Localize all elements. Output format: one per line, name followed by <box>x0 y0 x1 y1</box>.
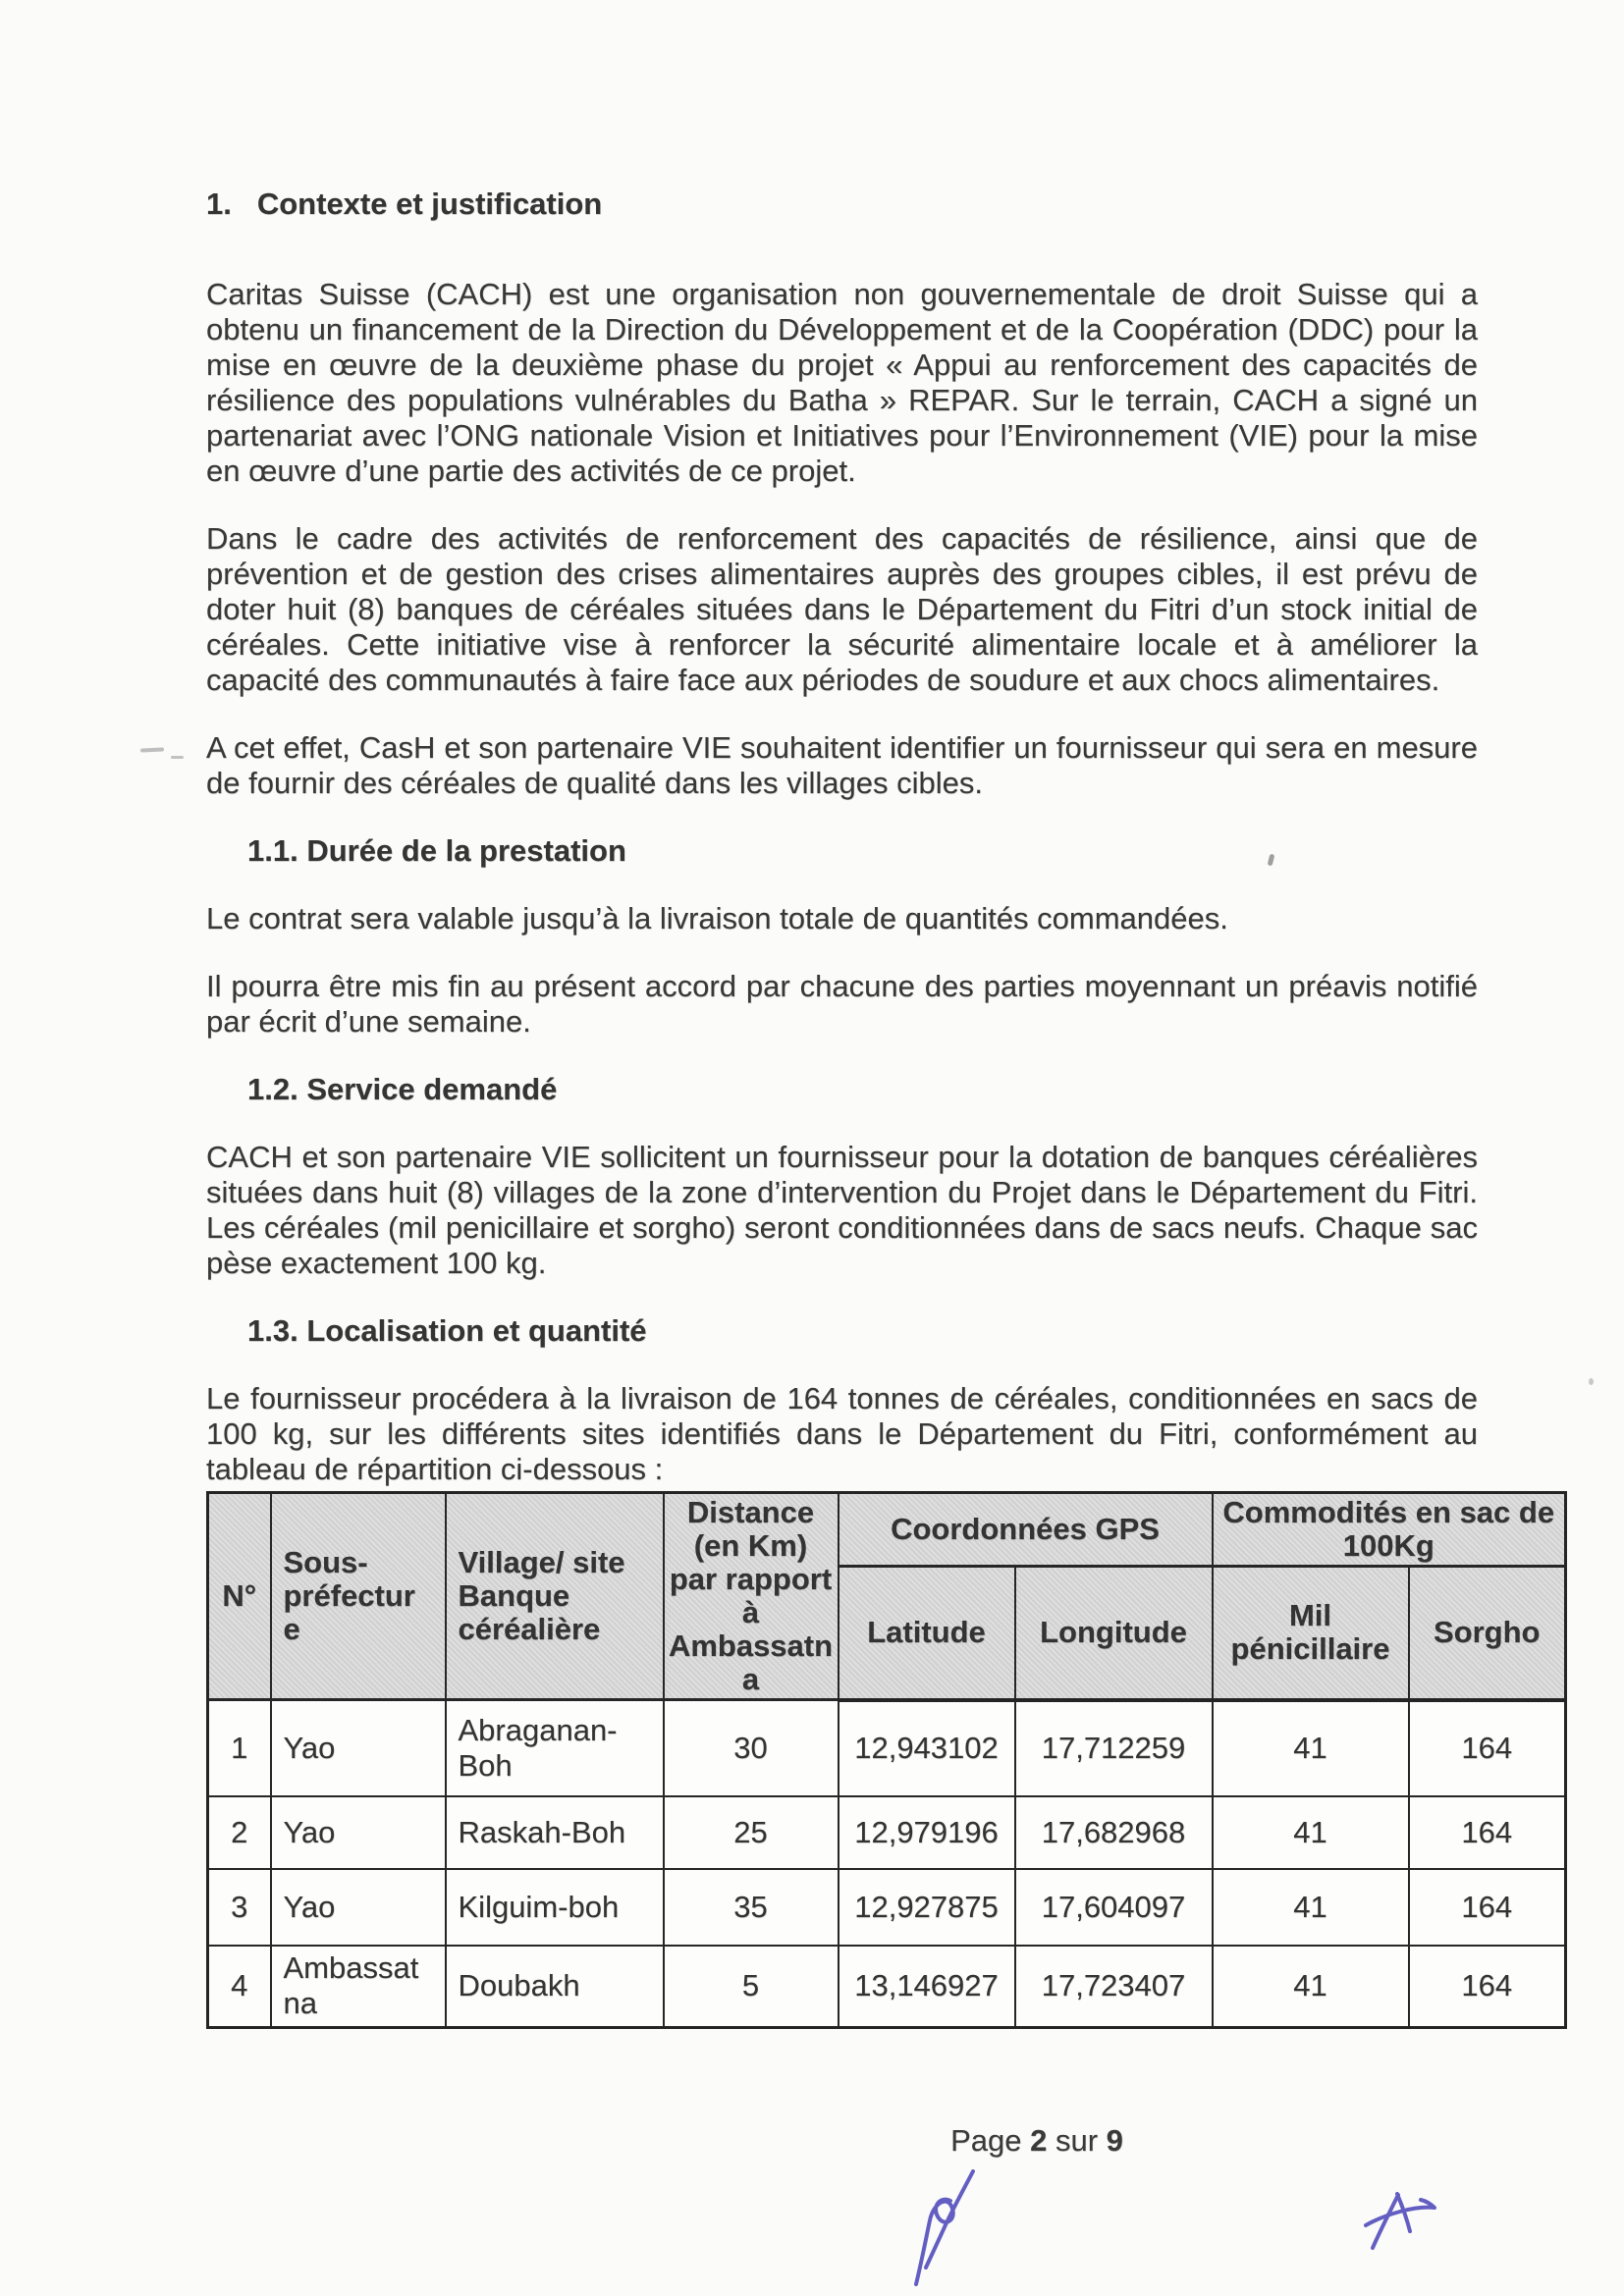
cell-distance: 25 <box>664 1796 839 1869</box>
signature-initials-left <box>916 2171 973 2284</box>
cell-village: Kilguim-boh <box>446 1869 664 1946</box>
cell-distance: 5 <box>664 1946 839 2028</box>
cell-longitude: 17,712259 <box>1015 1700 1213 1796</box>
table-header-row-top <box>208 1493 1566 1567</box>
paragraph-livraison-164-tonnes: Le fournisseur procédera à la livraison de 164 tonnes de céréales, conditionnées en sacs de 100 kg, sur les différents sites identifiés dans le Département du Fitri, conformément au tableau de répartition ci-dessous : <box>206 1381 1478 1486</box>
paragraph-caritas-intro: Caritas Suisse (CACH) est une organisation non gouvernementale de droit Suisse qui a obtenu un financement de la Direction du Développement et de la Coopération (DDC) pour la mise en œuvre de la deuxième phase du projet « Appui au renforcement des capacités de résilience des populations vulnérables du Batha » REPAR. Sur le terrain, CACH a signé un partenariat avec l’ONG nationale Vision et Initiatives pour l’Environnement (VIE) pour la mise en œuvre d’une partie des activités de ce projet. <box>206 277 1478 488</box>
subsection-heading-service-demande: 1.2. Service demandé <box>247 1072 558 1106</box>
col-header-sous-prefecture: Sous-préfecture <box>271 1493 446 1700</box>
scan-artifact-dot <box>1589 1378 1594 1385</box>
cell-latitude: 12,927875 <box>839 1869 1015 1946</box>
section-title: Contexte et justification <box>256 187 603 221</box>
col-header-numero: N° <box>208 1493 271 1700</box>
paragraph-contrat-valable: Le contrat sera valable jusqu’à la livraison totale de quantités commandées. <box>206 901 1228 935</box>
table-row-kilguim-boh <box>208 1869 1566 1946</box>
cell-sous-prefecture: Yao <box>271 1700 446 1796</box>
col-header-mil-penicillaire: Mil pénicillaire <box>1213 1567 1409 1700</box>
col-header-sorgho: Sorgho <box>1409 1567 1566 1700</box>
col-header-distance: Distance (en Km) par rapport à Ambassatna <box>664 1493 839 1700</box>
section-number: 1. <box>206 187 232 221</box>
cell-village: Doubakh <box>446 1946 664 2028</box>
paragraph-preavis: Il pourra être mis fin au présent accord par chacune des parties moyennant un préavis notifié par écrit d’une semaine. <box>206 969 1478 1039</box>
footer-separator: sur <box>1055 2123 1099 2158</box>
cell-longitude: 17,723407 <box>1015 1946 1213 2028</box>
cell-longitude: 17,604097 <box>1015 1869 1213 1946</box>
repartition-table <box>206 1491 1567 2029</box>
footer-page-label: Page <box>950 2123 1022 2158</box>
footer-page-number: 2 <box>1030 2123 1048 2158</box>
scan-artifact-dash-small <box>171 756 184 759</box>
cell-mil: 41 <box>1213 1796 1409 1869</box>
section-heading-contexte <box>206 187 1478 222</box>
col-header-longitude: Longitude <box>1015 1567 1213 1700</box>
cell-num: 3 <box>208 1869 271 1946</box>
cell-num: 2 <box>208 1796 271 1869</box>
cell-latitude: 13,146927 <box>839 1946 1015 2028</box>
cell-sous-prefecture: Ambassatna <box>271 1946 446 2028</box>
cell-latitude: 12,979196 <box>839 1796 1015 1869</box>
paragraph-service-demande: CACH et son partenaire VIE sollicitent un fournisseur pour la dotation de banques céréalières situées dans huit (8) villages de la zone d’intervention du Projet dans le Département du Fitri. Les céréales (mil penicillaire et sorgho) seront conditionnées dans de sacs neufs. Chaque sac pèse exactement 100 kg. <box>206 1140 1478 1280</box>
table-row-raskah-boh <box>208 1796 1566 1869</box>
table-row-abraganan-boh <box>208 1700 1566 1796</box>
cell-sous-prefecture: Yao <box>271 1869 446 1946</box>
cell-sorgho: 164 <box>1409 1796 1566 1869</box>
footer-total-pages: 9 <box>1106 2123 1123 2158</box>
paragraph-cadre-activites: Dans le cadre des activités de renforcement des capacités de résilience, ainsi que de prévention et de gestion des crises alimentaires auprès des groupes cibles, il est prévu de doter huit (8) banques de céréales situées dans le Département du Fitri d’un stock initial de céréales. Cette initiative vise à renforcer la sécurité alimentaire locale et à améliorer la capacité des communautés à faire face aux périodes de soudure et aux chocs alimentaires. <box>206 521 1478 697</box>
table-row-doubakh <box>208 1946 1566 2028</box>
cell-village: Raskah-Boh <box>446 1796 664 1869</box>
cell-sous-prefecture: Yao <box>271 1796 446 1869</box>
cell-mil: 41 <box>1213 1869 1409 1946</box>
col-header-village-site: Village/ site Banque céréalière <box>446 1493 664 1700</box>
cell-longitude: 17,682968 <box>1015 1796 1213 1869</box>
cell-mil: 41 <box>1213 1700 1409 1796</box>
subsection-heading-duree-prestation: 1.1. Durée de la prestation <box>247 833 626 868</box>
cell-num: 1 <box>208 1700 271 1796</box>
cell-village: Abraganan-Boh <box>446 1700 664 1796</box>
col-header-commodites: Commodités en sac de 100Kg <box>1213 1493 1566 1567</box>
cell-num: 4 <box>208 1946 271 2028</box>
cell-latitude: 12,943102 <box>839 1700 1015 1796</box>
cell-sorgho: 164 <box>1409 1946 1566 2028</box>
signature-initials-right <box>1366 2194 1435 2248</box>
cell-distance: 35 <box>664 1869 839 1946</box>
col-header-latitude: Latitude <box>839 1567 1015 1700</box>
cell-distance: 30 <box>664 1700 839 1796</box>
cell-sorgho: 164 <box>1409 1700 1566 1796</box>
col-header-coordonnees-gps: Coordonnées GPS <box>839 1493 1213 1567</box>
cell-mil: 41 <box>1213 1946 1409 2028</box>
paragraph-a-cet-effet: A cet effet, CasH et son partenaire VIE souhaitent identifier un fournisseur qui sera en mesure de fournir des céréales de qualité dans les villages cibles. <box>206 730 1478 800</box>
page-footer <box>225 2123 1624 2159</box>
cell-sorgho: 164 <box>1409 1869 1566 1946</box>
subsection-heading-localisation-quantite: 1.3. Localisation et quantité <box>247 1313 647 1348</box>
